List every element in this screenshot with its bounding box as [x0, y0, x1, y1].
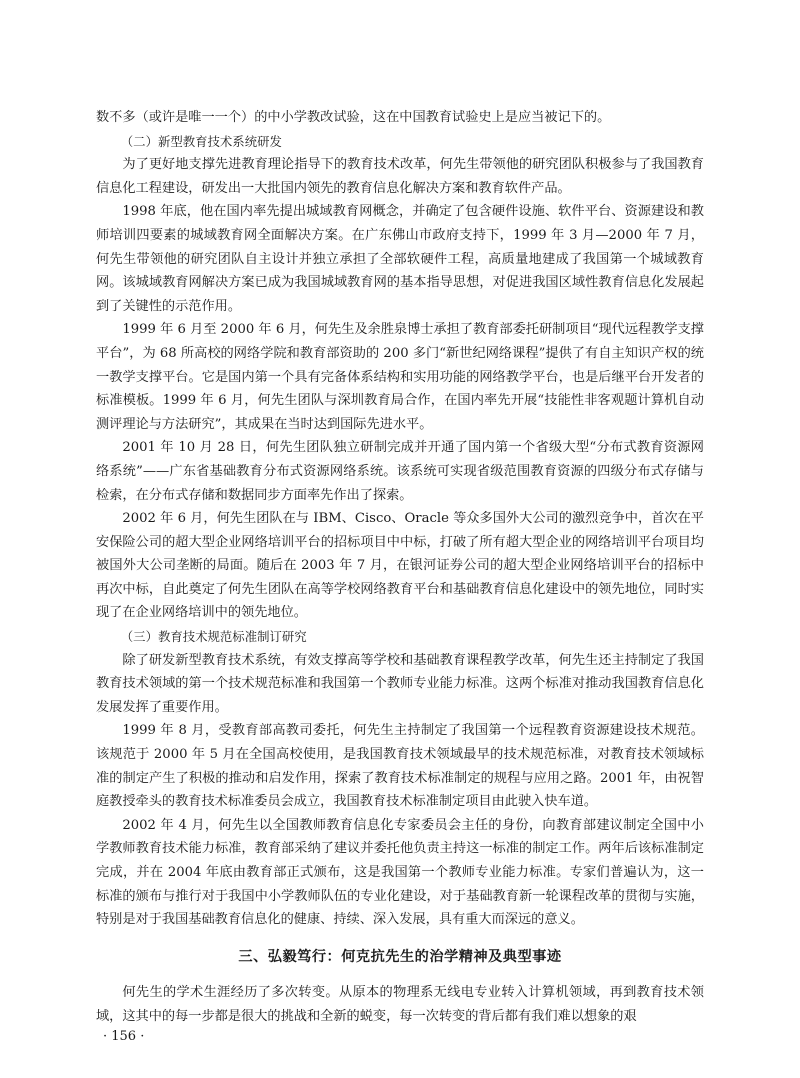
- paragraph-continuation: 数不多（或许是唯一一个）的中小学教改试验，这在中国教育试验史上是应当被记下的。: [96, 110, 611, 125]
- page-number: · 156 ·: [103, 1029, 145, 1044]
- paragraph: 2002 年 6 月，何先生团队在与 IBM、Cisco、Oracle 等众多国外大公司的激烈竞争中，首次在平安保险公司的超大型企业网络培训平台的招标项目中中标，打破了所有超大型企业的网络培训平台项目均被国外大公司垄断的局面。随后在 2003 年 7 月，在银河证券公司的超大型企业网络培训平台的招标中再次中标，自此奠定了何先生团队在高等学校网络教育平台和基础教育信息化建设中的领先地位，同时实现了在企业网络培训中的领先地位。: [96, 511, 704, 621]
- subsection-heading-2: （二）新型教育技术系统研发: [120, 133, 282, 149]
- paragraph: 2001 年 10 月 28 日，何先生团队独立研制完成并开通了国内第一个省级大型“分布式教育资源网络系统”——广东省基础教育分布式资源网络系统。该系统可实现省级范围教育资源的四级分布式存储与检索，在分布式存储和数据同步方面率先作出了探索。: [96, 440, 704, 503]
- paragraph: 1998 年底，他在国内率先提出城域教育网概念，并确定了包含硬件设施、软件平台、资源建设和教师培训四要素的城域教育网全面解决方案。在广东佛山市政府支持下，1999 年 3 月—2000 年 7 月，何先生带领他的研究团队自主设计并独立承担了全部软硬件工程，高质量地建成了我国第一个城域教育网。该城域教育网解决方案已成为我国城域教育网的基本指导思想，对促进我国区域性教育信息化发展起到了关键性的示范作用。: [96, 204, 704, 314]
- paragraph: 为了更好地支撑先进教育理论指导下的教育技术改革，何先生带领他的研究团队积极参与了我国教育信息化工程建设，研发出一大批国内领先的教育信息化解决方案和教育软件产品。: [96, 157, 704, 196]
- paragraph: 何先生的学术生涯经历了多次转变。从原本的物理系无线电专业转入计算机领域，再到教育技术领域，这其中的每一步都是很大的挑战和全新的蜕变，每一次转变的背后都有我们难以想象的艰: [96, 985, 704, 1024]
- paragraph: 2002 年 4 月，何先生以全国教师教育信息化专家委员会主任的身份，向教育部建议制定全国中小学教师教育技术能力标准，教育部采纳了建议并委托他负责主持这一标准的制定工作。两年后该标准制定完成，并在 2004 年底由教育部正式颁布，这是我国第一个教师专业能力标准。专家们普遍认为，这一标准的颁布与推行对于我国中小学教师队伍的专业化建设，对于基础教育新一轮课程改革的贯彻与实施，特别是对于我国基础教育信息化的健康、持续、深入发展，具有重大而深远的意义。: [96, 817, 704, 928]
- subsection-heading-3: （三）教育技术规范标准制订研究: [120, 629, 307, 645]
- paragraph: 除了研发新型教育技术系统，有效支撑高等学校和基础教育课程教学改革，何先生还主持制定了我国教育技术领域的第一个技术规范标准和我国第一个教师专业能力标准。这两个标准对推动我国教育信息化发展发挥了重要作用。: [96, 652, 704, 715]
- body-text: [96, 106, 704, 1029]
- paragraph: 1999 年 8 月，受教育部高教司委托，何先生主持制定了我国第一个远程教育资源建设技术规范。该规范于 2000 年 5 月在全国高校使用，是我国教育技术领域最早的技术规范标准，对教育技术领域标准的制定产生了积极的推动和启发作用，探索了教育技术标准制定的规程与应用之路。2001 年，由祝智庭教授牵头的教育技术标准委员会成立，我国教育技术标准制定项目由此驶入快车道。: [96, 723, 704, 810]
- section-heading-3: 三、弘毅笃行：何克抗先生的治学精神及典型事迹: [238, 948, 562, 965]
- paragraph: 1999 年 6 月至 2000 年 6 月，何先生及余胜泉博士承担了教育部委托研制项目“现代远程教学支撑平台”，为 68 所高校的网络学院和教育部资助的 200 多门“新世纪网络课程”提供了有自主知识产权的统一教学支撑平台。它是国内第一个具有完备体系结构和实用功能的网络教学平台，也是后继平台开发者的标准模板。1999 年 6 月，何先生团队与深圳教育局合作，在国内率先开展“技能性非客观题计算机自动测评理论与方法研究”，其成果在当时达到国际先进水平。: [96, 322, 704, 432]
